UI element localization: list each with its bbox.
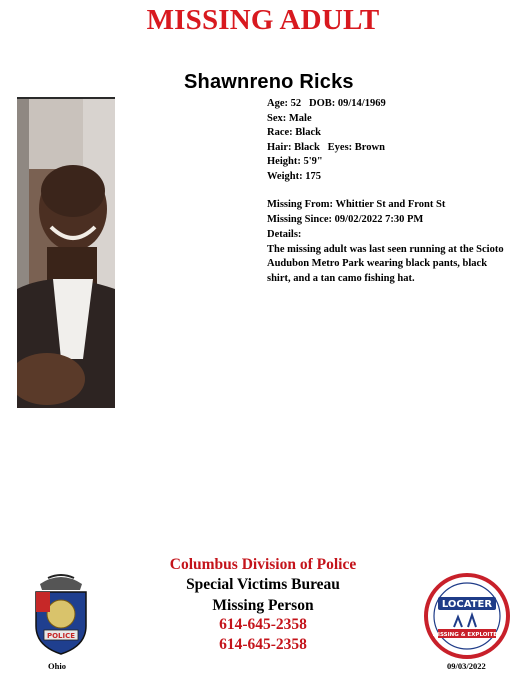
state-caption: Ohio xyxy=(48,661,66,671)
locater-logo xyxy=(424,573,510,659)
phone-1: 614-645-2358 xyxy=(219,616,307,633)
bureau-name: Special Victims Bureau xyxy=(186,576,340,593)
locater-logo-icon xyxy=(424,573,510,659)
height: Height: 5'9" xyxy=(267,156,323,168)
missing-since: Missing Since: 09/02/2022 7:30 PM xyxy=(267,213,424,225)
police-badge-logo xyxy=(30,570,92,656)
badge-police-text: POLICE xyxy=(46,632,76,640)
unit-name: Missing Person xyxy=(212,597,314,614)
missing-from: Missing From: Whittier St and Front St xyxy=(267,199,446,210)
weight: Weight: 175 xyxy=(267,170,321,182)
hair-eyes: Hair: Black Eyes: Brown xyxy=(267,141,385,153)
locater-sub-text: MISSING & EXPLOITED xyxy=(432,632,502,638)
details-label: Details: xyxy=(267,229,302,241)
details-text: The missing adult was last seen running at the Scioto Audubon Metro Park wearing black pants, black shirt, and a tan camo fishing hat. xyxy=(267,243,504,284)
police-badge-icon xyxy=(30,570,92,656)
page-title: MISSING ADULT xyxy=(146,4,380,36)
locater-text: LOCATER xyxy=(441,599,493,610)
age-dob: Age: 52 DOB: 09/14/1969 xyxy=(267,98,386,109)
phone-2: 614-645-2358 xyxy=(219,636,307,653)
person-photo-illustration xyxy=(17,99,115,408)
person-details xyxy=(267,97,386,185)
person-photo xyxy=(17,97,115,408)
person-name: Shawnreno Ricks xyxy=(184,71,354,93)
org-name: Columbus Division of Police xyxy=(169,556,357,573)
incident-details xyxy=(267,198,512,287)
sex: Sex: Male xyxy=(267,112,312,124)
race: Race: Black xyxy=(267,127,321,139)
flyer-date: 09/03/2022 xyxy=(447,661,486,671)
